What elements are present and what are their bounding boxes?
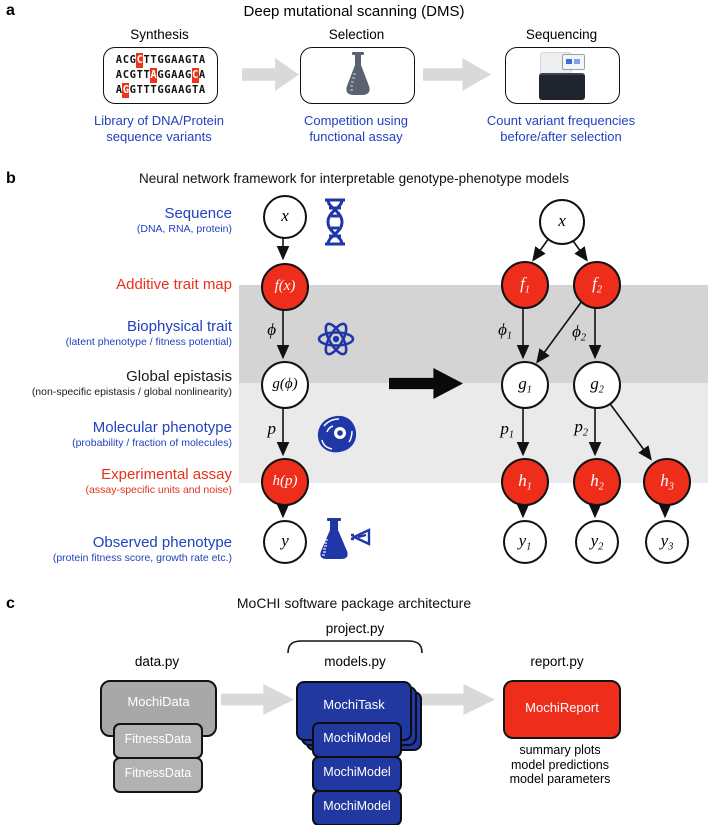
row-title: Observed phenotype: [92, 534, 232, 551]
row-subtitle: (latent phenotype / fitness potential): [65, 336, 232, 348]
caption-line: sequence variants: [106, 128, 212, 144]
row-title: Biophysical trait: [126, 318, 232, 335]
caption-line: Count variant frequencies: [486, 113, 636, 128]
node-x-multi: x: [539, 199, 585, 245]
flask-icon: [342, 52, 374, 99]
row-subtitle: (assay-specific units and noise): [85, 484, 232, 496]
report-py-label: report.py: [530, 654, 584, 669]
row-title: Experimental assay: [101, 466, 232, 483]
edge-label-p2: $p_2$: [574, 417, 588, 439]
step-label-sequencing: Sequencing: [525, 27, 598, 42]
step-label-synthesis: Synthesis: [130, 27, 189, 42]
node-x: x: [263, 195, 307, 239]
row-subtitle: (DNA, RNA, protein): [136, 223, 232, 235]
node-f1: $f_1$: [501, 261, 549, 309]
node-g1: $g_1$: [501, 361, 549, 409]
mochidata-box: MochiData: [100, 680, 217, 737]
row-subtitle: (protein fitness score, growth rate etc.): [52, 552, 232, 564]
caption-line: Library of DNA/Protein: [93, 113, 225, 128]
fitnessdata-box: FitnessData: [113, 723, 203, 759]
fitnessdata-box: FitnessData: [113, 757, 203, 793]
report-note: model parameters: [509, 772, 611, 786]
row-title: Sequence: [164, 205, 232, 222]
node-y2: $y_2$: [575, 520, 619, 564]
report-note: summary plots: [519, 743, 601, 757]
sequencer-icon: [539, 52, 587, 99]
data-py-label: data.py: [134, 654, 180, 669]
dna-sequence-line: ACGCTTGGAAGTA: [115, 54, 206, 66]
row-title: Molecular phenotype: [92, 419, 232, 436]
row-title: Additive trait map: [116, 276, 232, 293]
caption-line: Competition using: [303, 113, 409, 128]
panel-b-title: Neural network framework for interpretable genotype-phenotype models: [139, 171, 569, 186]
dna-sequence-line: AGGTTTGGAAGTA: [115, 84, 206, 96]
report-note: model predictions: [511, 757, 609, 772]
edge-label-phi: ϕ: [267, 320, 276, 339]
row-subtitle: (non-specific epistasis / global nonlinearity): [31, 386, 232, 398]
panel-c-letter: c: [6, 595, 15, 612]
edge-label-phi1: $\phi_1$: [498, 320, 512, 342]
node-h3: $h_3$: [643, 458, 691, 506]
node-g-phi: g(ϕ): [261, 361, 309, 409]
row-title: Global epistasis: [126, 368, 232, 385]
panel-b-letter: b: [6, 170, 16, 187]
node-g2: $g_2$: [573, 361, 621, 409]
caption-line: functional assay: [309, 128, 403, 144]
mochimodel-box: MochiModel: [312, 722, 402, 758]
dna-sequence-line: ACGTTAGGAAGCA: [115, 69, 206, 81]
edge-label-p: p: [267, 419, 276, 438]
dna-icon: [321, 198, 349, 246]
mochitask-box: MochiTask: [296, 681, 412, 741]
panel-a-title: Deep mutational scanning (DMS): [243, 3, 465, 20]
node-f2: $f_2$: [573, 261, 621, 309]
atom-icon: [314, 319, 358, 359]
edge-label-p1: $p_1$: [500, 419, 514, 441]
node-y1: $y_1$: [503, 520, 547, 564]
models-py-label: models.py: [324, 654, 386, 669]
edge-label-phi2: $\phi_2$: [572, 322, 586, 344]
panel-c-title: MoCHI software package architecture: [236, 595, 472, 611]
mochimodel-box: MochiModel: [312, 790, 402, 825]
cell-icon: [315, 414, 359, 454]
node-y3: $y_3$: [645, 520, 689, 564]
project-brace: [288, 641, 422, 653]
node-h1: $h_1$: [501, 458, 549, 506]
node-y: y: [263, 520, 307, 564]
mochireport-box: MochiReport: [503, 680, 621, 739]
step-label-selection: Selection: [328, 27, 385, 42]
panel-a-letter: a: [6, 2, 15, 19]
project-py-label: project.py: [325, 621, 385, 636]
node-fx: f(x): [261, 263, 309, 311]
row-subtitle: (probability / fraction of molecules): [72, 437, 232, 449]
caption-line: before/after selection: [500, 128, 622, 144]
flask-measure-icon: [312, 518, 372, 562]
node-hp: h(p): [261, 458, 309, 506]
mochimodel-box: MochiModel: [312, 756, 402, 792]
node-h2: $h_2$: [573, 458, 621, 506]
